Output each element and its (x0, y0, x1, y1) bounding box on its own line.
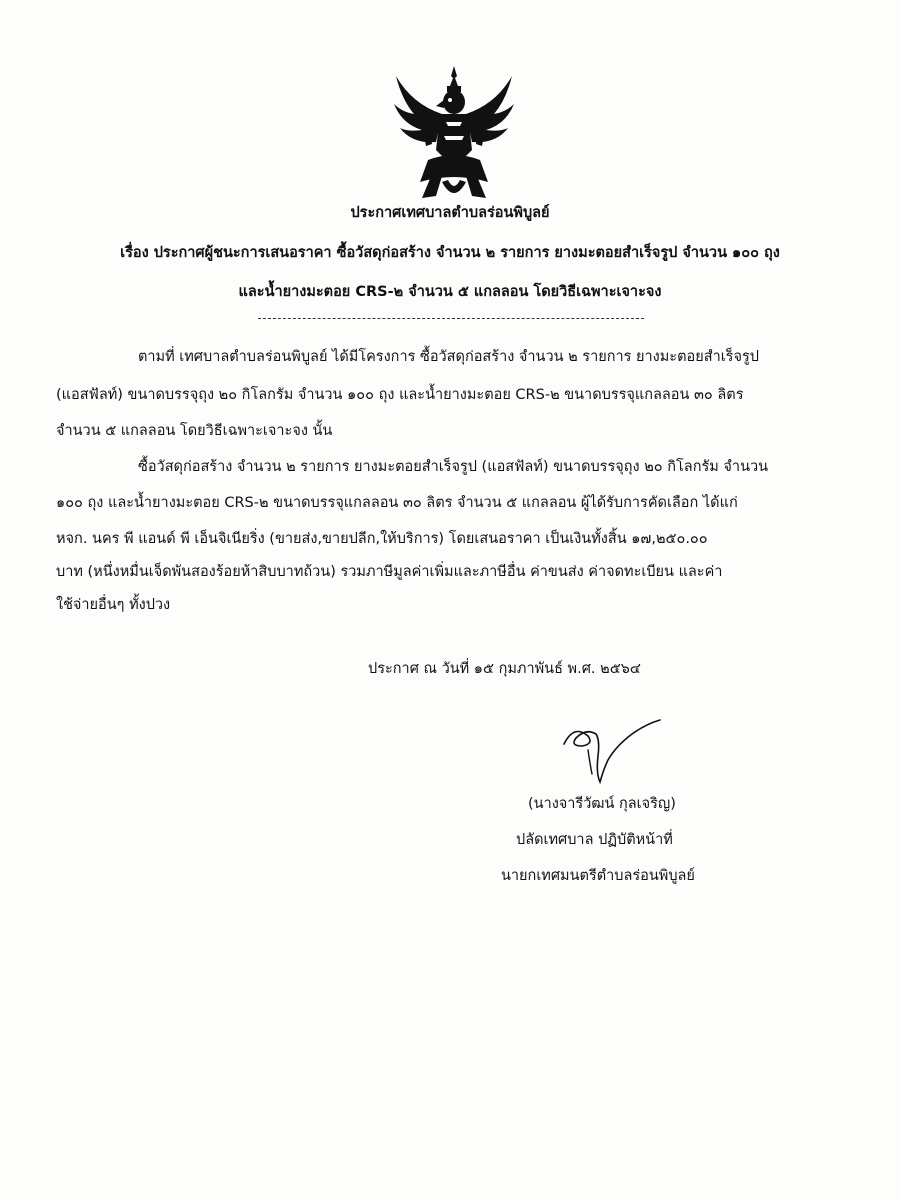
announcement-subject-continued: และน้ำยางมะตอย CRS-๒ จำนวน ๕ แกลลอน โดยวิธีเฉพาะเจาะจง (238, 284, 662, 300)
divider (258, 318, 644, 319)
garuda-emblem-icon (392, 64, 516, 204)
signatory-name: (นางจารีวัฒน์ กุลเจริญ) (528, 796, 676, 812)
paragraph2-line1: ซื้อวัสดุก่อสร้าง จำนวน ๒ รายการ ยางมะตอยสำเร็จรูป (แอสฟัลท์) ขนาดบรรจุถุง ๒๐ กิโลกรัม จำนวน (138, 459, 769, 475)
paragraph2-line5: ใช้จ่ายอื่นๆ ทั้งปวง (56, 597, 171, 613)
paragraph1-line3: จำนวน ๕ แกลลอน โดยวิธีเฉพาะเจาะจง นั้น (56, 423, 333, 439)
announcement-date: ประกาศ ณ วันที่ ๑๕ กุมภาพันธ์ พ.ศ. ๒๕๖๔ (368, 661, 641, 677)
paragraph1-line2: (แอสฟัลท์) ขนาดบรรจุถุง ๒๐ กิโลกรัม จำนวน ๑๐๐ ถุง และน้ำยางมะตอย CRS-๒ ขนาดบรรจุแกลลอน ๓๐ ลิตร (56, 387, 744, 403)
paragraph2-line2: ๑๐๐ ถุง และน้ำยางมะตอย CRS-๒ ขนาดบรรจุแกลลอน ๓๐ ลิตร จำนวน ๕ แกลลอน ผู้ได้รับการคัดเลือก ได้แก่ (56, 495, 738, 511)
paragraph2-line3: หจก. นคร พี แอนด์ พี เอ็นจิเนียริ่ง (ขายส่ง,ขายปลีก,ให้บริการ) โดยเสนอราคา เป็นเงินทั้งสิ้น ๑๗,๒๕๐.๐๐ (56, 531, 708, 547)
paragraph2-line4: บาท (หนึ่งหมื่นเจ็ดพันสองร้อยห้าสิบบาทถ้วน) รวมภาษีมูลค่าเพิ่มและภาษีอื่น ค่าขนส่ง ค่าจดทะเบียน และค่า (56, 564, 723, 580)
signatory-acting-position: นายกเทศมนตรีตำบลร่อนพิบูลย์ (501, 868, 695, 884)
handwritten-signature (560, 716, 670, 786)
announcement-subject: เรื่อง ประกาศผู้ชนะการเสนอราคา ซื้อวัสดุก่อสร้าง จำนวน ๒ รายการ ยางมะตอยสำเร็จรูป จำนวน ๑๐๐ ถุง (120, 245, 780, 261)
announcement-title: ประกาศเทศบาลตำบลร่อนพิบูลย์ (350, 205, 550, 221)
signatory-position: ปลัดเทศบาล ปฏิบัติหน้าที่ (516, 832, 673, 848)
paragraph1-line1: ตามที่ เทศบาลตำบลร่อนพิบูลย์ ได้มีโครงการ ซื้อวัสดุก่อสร้าง จำนวน ๒ รายการ ยางมะตอยสำเร็จรูป (138, 349, 759, 365)
